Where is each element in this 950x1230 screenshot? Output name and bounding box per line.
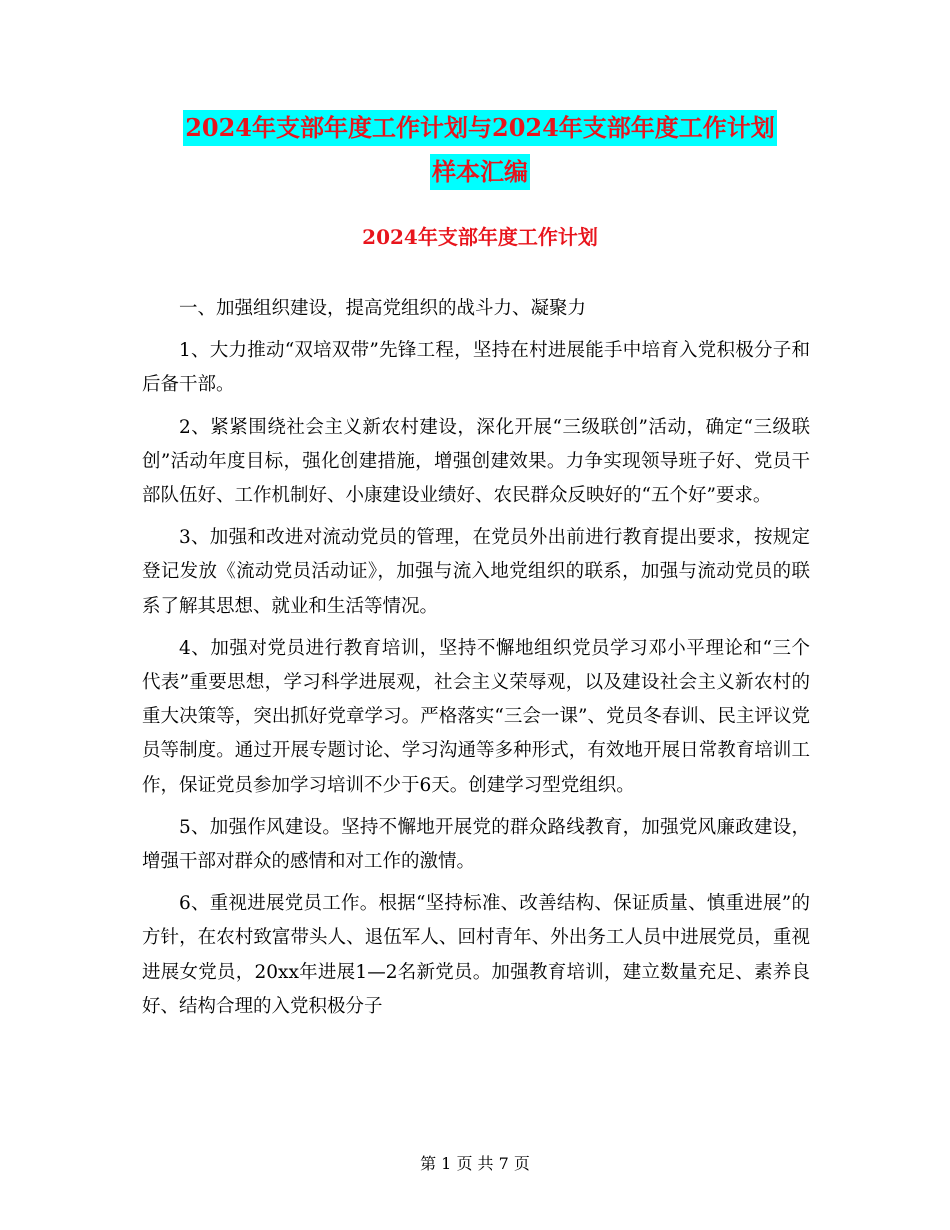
title-line-2: 样本汇编 bbox=[430, 154, 530, 190]
paragraph: 5、加强作风建设。坚持不懈地开展党的群众路线教育，加强党风廉政建设，增强干部对群众的感情和对工作的激情。 bbox=[142, 816, 810, 873]
section-title: 2024年支部年度工作计划 bbox=[362, 225, 598, 249]
paragraph: 1、大力推动“双培双带”先锋工程，坚持在村进展能手中培育入党积极分子和后备干部。 bbox=[142, 340, 810, 396]
paragraph: 3、加强和改进对流动党员的管理，在党员外出前进行教育提出要求，按规定登记发放《流动党员活动证》，加强与流入地党组织的联系，加强与流动党员的联系了解其思想、就业和生活等情况。 bbox=[142, 527, 810, 617]
paragraph: 2、紧紧围绕社会主义新农村建设，深化开展“三级联创”活动，确定“三级联创”活动年度目标，强化创建措施，增强创建效果。力争实现领导班子好、党员干部队伍好、工作机制好、小康建设业绩好、农民群众反映好的“五个好”要求。 bbox=[142, 416, 810, 507]
document-title bbox=[140, 110, 820, 190]
section-heading: 一、加强组织建设，提高党组织的战斗力、凝聚力 bbox=[179, 298, 587, 319]
title-line-1: 2024年支部年度工作计划与2024年支部年度工作计划 bbox=[183, 110, 777, 146]
paragraph: 6、重视进展党员工作。根据“坚持标准、改善结构、保证质量、慎重进展”的方针，在农村致富带头人、退伍军人、回村青年、外出务工人员中进展党员，重视进展女党员，20xx年进展1—2名新党员。加强教育培训，建立数量充足、素养良好、结构合理的入党积极分子 bbox=[142, 893, 810, 1017]
paragraph: 4、加强对党员进行教育培训，坚持不懈地组织党员学习邓小平理论和“三个代表”重要思想，学习科学进展观，社会主义荣辱观，以及建设社会主义新农村的重大决策等，突出抓好党章学习。严格落实“三会一课”、党员冬春训、民主评议党员等制度。通过开展专题讨论、学习沟通等多种形式，有效地开展日常教育培训工作，保证党员参加学习培训不少于6天。创建学习型党组织。 bbox=[142, 637, 810, 796]
document-body bbox=[142, 292, 810, 1032]
page-footer: 第 1 页 共 7 页 bbox=[420, 1154, 530, 1173]
